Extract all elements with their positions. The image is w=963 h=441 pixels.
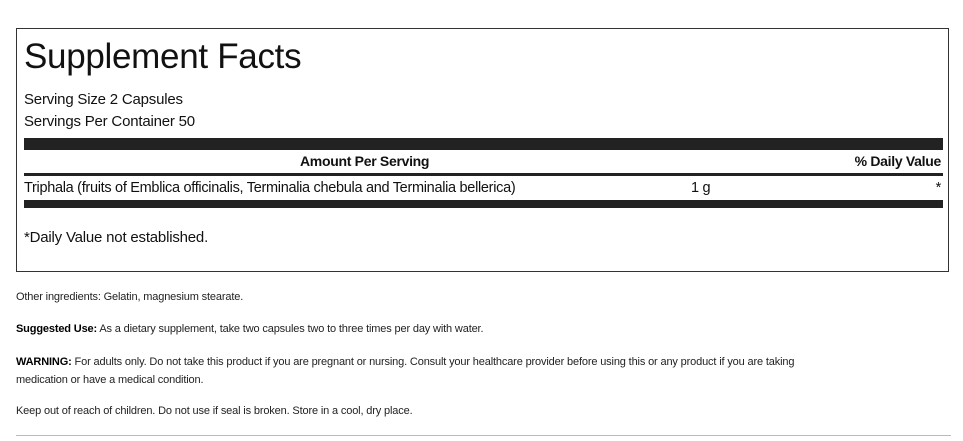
- storage-note: Keep out of reach of children. Do not use if seal is broken. Store in a cool, dry place.: [16, 405, 413, 417]
- daily-value-header: % Daily Value: [854, 153, 941, 169]
- thick-divider: [24, 138, 943, 150]
- divider: [24, 173, 943, 176]
- thick-divider: [24, 200, 943, 208]
- warning: [16, 353, 794, 389]
- servings-per-container: Servings Per Container 50: [24, 113, 195, 130]
- warning-text: For adults only. Do not take this product if you are pregnant or nursing. Consult your healthcare provider before using this or any product if you are taking: [71, 356, 795, 368]
- serving-size: Serving Size 2 Capsules: [24, 91, 183, 108]
- panel-title: Supplement Facts: [24, 37, 302, 76]
- supplement-facts-panel: [16, 28, 949, 272]
- other-ingredients: Other ingredients: Gelatin, magnesium stearate.: [16, 291, 244, 303]
- ingredient-amount: 1 g: [691, 180, 711, 196]
- suggested-use-label: Suggested Use:: [16, 323, 98, 335]
- ingredient-name: Triphala (fruits of Emblica officinalis, Terminalia chebula and Terminalia bellerica): [24, 180, 516, 196]
- suggested-use-text: As a dietary supplement, take two capsules two to three times per day with water.: [97, 323, 484, 335]
- warning-label: WARNING:: [16, 356, 72, 368]
- footnote: *Daily Value not established.: [24, 229, 209, 246]
- suggested-use: [16, 320, 483, 338]
- ingredient-dv: *: [935, 180, 941, 196]
- warning-text-cont: medication or have a medical condition.: [16, 374, 204, 386]
- bottom-divider: [16, 435, 951, 436]
- amount-per-serving-header: Amount Per Serving: [300, 153, 430, 169]
